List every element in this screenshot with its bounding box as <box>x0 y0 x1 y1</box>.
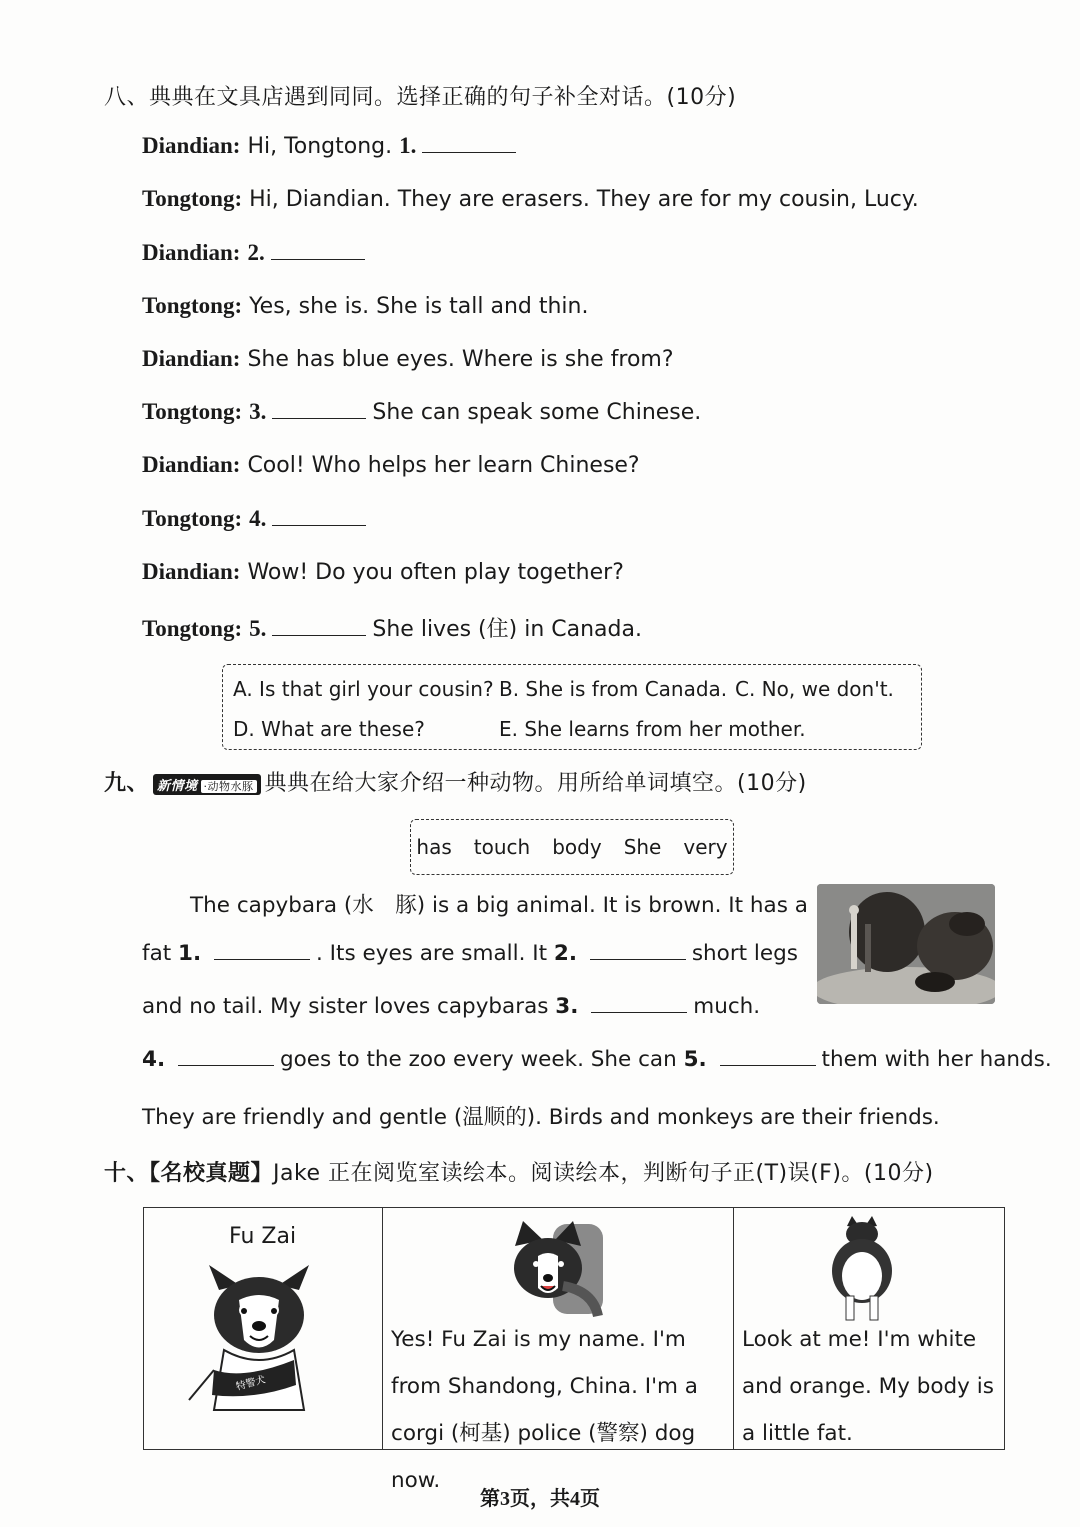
line-text: They are friendly and gentle (温顺的). Birds and monkeys are their friends. <box>142 1105 940 1130</box>
dialogue-text: She has blue eyes. Where is she from? <box>247 347 674 372</box>
answer-blank[interactable] <box>178 1047 274 1066</box>
speaker-name: Tongtong: <box>142 399 243 424</box>
dialogue-text-after: She can speak some Chinese. <box>372 400 702 425</box>
speaker-name: Tongtong: <box>142 293 243 318</box>
options-box <box>222 664 922 750</box>
paragraph-line <box>142 1100 940 1131</box>
line-text: and no tail. My sister loves capybaras <box>142 994 549 1019</box>
word-bank-word: very <box>683 835 728 859</box>
answer-blank[interactable] <box>720 1047 816 1066</box>
option-c: C. No, we don't. <box>735 677 894 701</box>
panel-1 <box>144 1208 383 1450</box>
panel-3 <box>734 1208 1005 1450</box>
word-bank-word: She <box>623 835 662 859</box>
blank-number: 3. <box>249 399 267 424</box>
paragraph-line <box>142 941 798 966</box>
word-bank-word: body <box>552 835 602 859</box>
line-text: much. <box>693 994 761 1019</box>
picture-book-table <box>143 1207 1005 1493</box>
dialogue-text: Hi, Tongtong. <box>247 134 393 159</box>
word-bank-word: has <box>416 835 452 859</box>
dialogue-line <box>142 452 640 478</box>
blank-number: 1. <box>399 133 417 158</box>
speaker-name: Tongtong: <box>142 506 243 531</box>
line-text: . Its eyes are small. It <box>316 941 548 966</box>
paragraph-line <box>142 994 760 1019</box>
blank-number: 4. <box>142 1047 166 1072</box>
dialogue-line <box>142 186 919 212</box>
answer-blank[interactable] <box>422 134 516 153</box>
blank-number: 3. <box>555 994 579 1019</box>
option-d: D. What are these? <box>233 717 425 741</box>
panel1-title: Fu Zai <box>229 1224 297 1249</box>
answer-blank[interactable] <box>591 994 687 1013</box>
speaker-name: Tongtong: <box>142 186 243 211</box>
paragraph-line <box>190 888 808 919</box>
section10-prefix: 十、 <box>104 1161 150 1186</box>
speaker-name: Diandian: <box>142 346 241 371</box>
speaker-name: Diandian: <box>142 240 241 265</box>
dialogue-line <box>142 346 674 372</box>
dialogue-text: Yes, she is. She is tall and thin. <box>249 294 589 319</box>
panel2-text: Yes! Fu Zai is my name. I'm from Shandong, China. I'm a corgi (柯基) police (警察) dog now. <box>391 1327 698 1493</box>
answer-blank[interactable] <box>272 507 366 526</box>
line-text: short legs <box>691 941 798 966</box>
vest-label: 特警犬 <box>234 1374 267 1393</box>
dialogue-text: Hi, Diandian. They are erasers. They are for my cousin, Lucy. <box>249 187 919 212</box>
speaker-name: Diandian: <box>142 559 241 584</box>
corgi-hug-icon <box>503 1216 613 1326</box>
blank-number: 4. <box>249 506 267 531</box>
new-context-tag <box>153 774 261 795</box>
blank-number: 5. <box>249 616 267 641</box>
section8-title: 八、典典在文具店遇到同同。选择正确的句子补全对话。(10分) <box>104 85 737 110</box>
dialogue-line <box>142 506 372 532</box>
tag-sub: ·动物水豚 <box>201 780 257 793</box>
tag-main: 新情境 <box>157 778 198 794</box>
dialogue-line <box>142 240 371 266</box>
blank-number: 2. <box>553 941 577 966</box>
paragraph-line <box>142 1047 1052 1072</box>
corgi-police-icon <box>184 1260 334 1420</box>
dialogue-line <box>142 559 624 585</box>
corgi-back-icon <box>822 1216 902 1326</box>
section9-text: 典典在给大家介绍一种动物。用所给单词填空。(10分) <box>264 771 807 796</box>
dialogue-line <box>142 133 522 159</box>
panel3-text: Look at me! I'm white and orange. My body is a little fat. <box>742 1327 994 1446</box>
dialogue-text-after: She lives (住) in Canada. <box>372 617 642 642</box>
line-text: fat <box>142 941 172 966</box>
capybara-photo <box>817 884 995 1004</box>
option-b: B. She is from Canada. <box>499 677 728 701</box>
dialogue-line <box>142 612 642 643</box>
answer-blank[interactable] <box>272 617 366 636</box>
answer-blank[interactable] <box>590 941 686 960</box>
speaker-name: Diandian: <box>142 133 241 158</box>
dialogue-text: Wow! Do you often play together? <box>247 560 624 585</box>
blank-number: 5. <box>683 1047 707 1072</box>
section9-prefix: 九、 <box>104 771 150 796</box>
section10-text: Jake 正在阅览室读绘本。阅读绘本，判断句子正(T)误(F)。(10分) <box>273 1161 934 1186</box>
answer-blank[interactable] <box>271 241 365 260</box>
answer-blank[interactable] <box>214 941 310 960</box>
panel-2 <box>383 1208 734 1493</box>
word-bank-word: touch <box>473 835 531 859</box>
dialogue-line <box>142 293 588 319</box>
capybara-photo-drawing <box>817 884 995 1004</box>
word-bank <box>410 819 734 875</box>
speaker-name: Diandian: <box>142 452 241 477</box>
famous-school-badge: 【名校真题】 <box>149 1161 274 1186</box>
section10-title <box>104 1156 934 1187</box>
option-a: A. Is that girl your cousin? <box>233 677 494 701</box>
blank-number: 2. <box>247 240 265 265</box>
line-text: The capybara (水 豚) is a big animal. It is brown. It has a <box>190 893 808 918</box>
blank-number: 1. <box>178 941 202 966</box>
answer-blank[interactable] <box>272 400 366 419</box>
page-footer: 第3页，共4页 <box>480 1488 600 1510</box>
option-e: E. She learns from her mother. <box>499 717 806 741</box>
dialogue-text: Cool! Who helps her learn Chinese? <box>247 453 640 478</box>
line-text: them with her hands. <box>821 1047 1052 1072</box>
speaker-name: Tongtong: <box>142 616 243 641</box>
line-text: goes to the zoo every week. She can <box>279 1047 677 1072</box>
dialogue-line <box>142 399 701 425</box>
section9-title <box>104 766 807 797</box>
